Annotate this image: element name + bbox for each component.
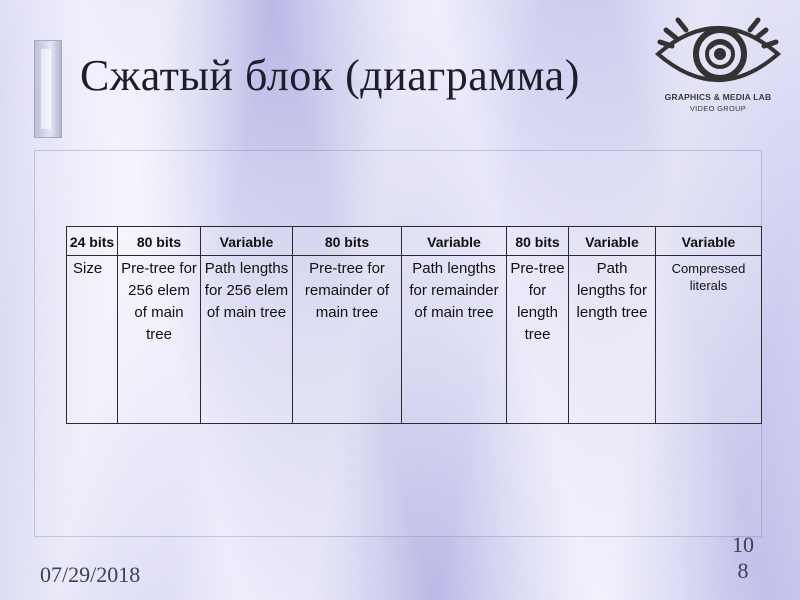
eye-icon	[648, 8, 788, 92]
logo-text-line1: GRAPHICS & MEDIA LAB	[664, 92, 772, 102]
header-cell: 80 bits	[507, 227, 569, 256]
table-cell: Pre-tree for length tree	[507, 256, 569, 424]
table-header-row	[67, 227, 762, 256]
table-cell: Pre-tree for remainder of main tree	[293, 256, 402, 424]
header-cell: Variable	[201, 227, 293, 256]
table-cell: Size	[67, 256, 118, 424]
table-cell: Path lengths for 256 elem of main tree	[201, 256, 293, 424]
decorative-bar	[34, 40, 62, 138]
header-cell: 80 bits	[293, 227, 402, 256]
slide-date: 07/29/2018	[40, 562, 141, 587]
header-cell: 24 bits	[67, 227, 118, 256]
lab-logo	[648, 8, 788, 120]
page-number: 108	[732, 532, 754, 583]
header-cell: Variable	[402, 227, 507, 256]
compressed-block-table	[66, 226, 762, 424]
logo-text-line2: VIDEO GROUP	[689, 104, 747, 113]
table-row	[67, 256, 762, 424]
table-cell: Path lengths for remainder of main tree	[402, 256, 507, 424]
slide-title: Сжатый блок (диаграмма)	[80, 51, 580, 100]
table-cell: Path lengths for length tree	[569, 256, 656, 424]
header-cell: Variable	[569, 227, 656, 256]
header-cell: Variable	[656, 227, 762, 256]
table-cell: Pre-tree for 256 elem of main tree	[118, 256, 201, 424]
table-cell: Compressed literals	[656, 256, 762, 424]
header-cell: 80 bits	[118, 227, 201, 256]
